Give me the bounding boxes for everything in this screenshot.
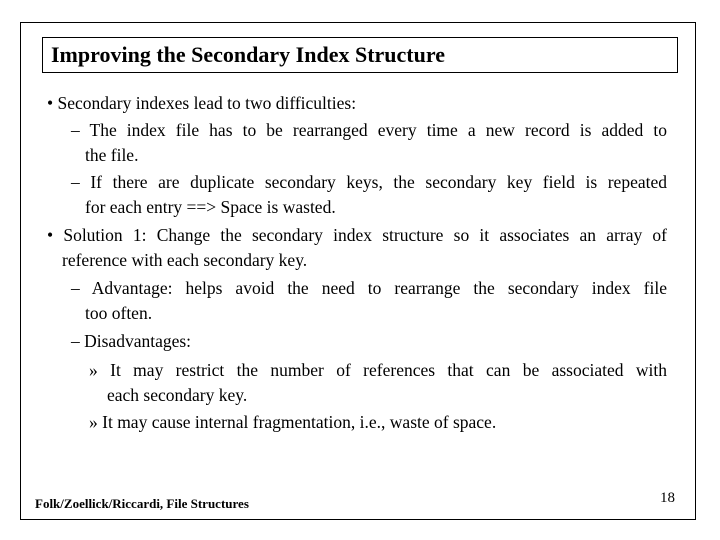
sub-bullet-1-2-cont: for each entry ==> Space is wasted. <box>85 197 336 217</box>
bullet-2: • Solution 1: Change the secondary index structure so it associates an array of <box>47 225 667 245</box>
bullet-1: • Secondary indexes lead to two difficulties: <box>47 93 357 113</box>
page-number: 18 <box>660 490 675 506</box>
sub-bullet-2-1-cont: too often. <box>85 303 153 323</box>
bullet-2-cont: reference with each secondary key. <box>62 250 308 270</box>
sub-bullet-2-1: – Advantage: helps avoid the need to rearrange the secondary index file <box>71 278 667 298</box>
sub-bullet-1-1-cont: the file. <box>85 145 139 165</box>
slide-title: Improving the Secondary Index Structure <box>51 42 445 67</box>
sub-bullet-1-2: – If there are duplicate secondary keys, the secondary key field is repeated <box>71 172 667 192</box>
sub-bullet-2-2: – Disadvantages: <box>71 331 192 351</box>
item-2-2-2: » It may cause internal fragmentation, i.e., waste of space. <box>89 412 497 432</box>
sub-bullet-1-1: – The index file has to be rearranged every time a new record is added to <box>71 120 667 140</box>
footer-credit: Folk/Zoellick/Riccardi, File Structures <box>35 496 249 511</box>
item-2-2-1-cont: each secondary key. <box>107 385 248 405</box>
item-2-2-1: » It may restrict the number of references that can be associated with <box>89 360 667 380</box>
